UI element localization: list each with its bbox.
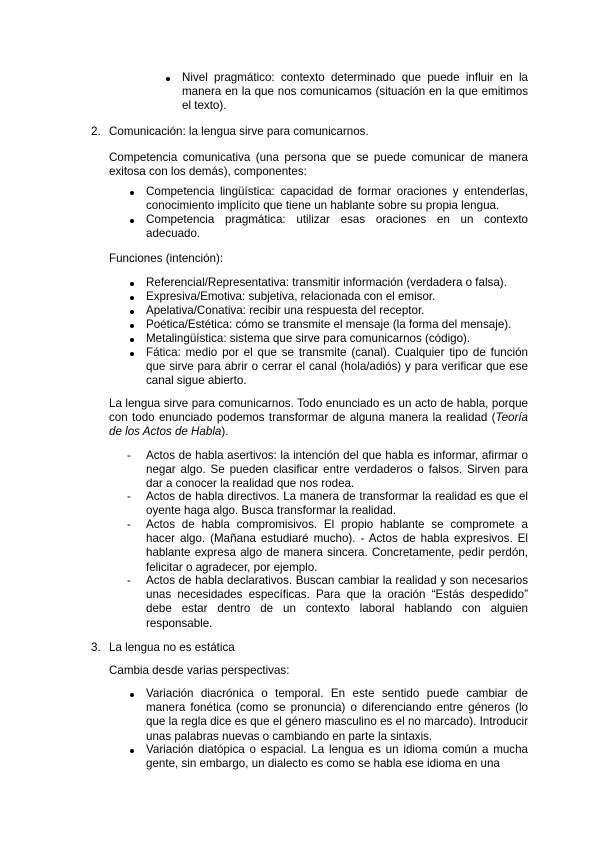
bullet-dot — [130, 338, 134, 342]
dash-marker: - — [127, 518, 131, 531]
actos-habla-end: ). — [221, 425, 229, 439]
dash-marker: - — [127, 574, 131, 587]
funcion-item: Referencial/Representativa: transmitir información (verdadera o falsa). — [146, 276, 507, 289]
bullet-dot — [130, 296, 134, 300]
bullet-dot — [130, 749, 134, 753]
funcion-item: Expresiva/Emotiva: subjetiva, relacionada con el emisor. — [146, 290, 436, 303]
dash-marker: - — [127, 490, 131, 503]
item-2-title: Comunicación: la lengua sirve para comunicarnos. — [109, 125, 369, 138]
funcion-item: Apelativa/Conativa: recibir una respuesta del receptor. — [146, 304, 425, 317]
variacion-item: Variación diatópica o espacial. La lengua es un idioma común a mucha gente, sin embargo, un dialecto es como se habla ese idioma en una — [146, 743, 528, 771]
bullet-dot — [130, 324, 134, 328]
funcion-item: Poética/Estética: cómo se transmite el mensaje (la forma del mensaje). — [146, 318, 512, 331]
bullet-dot — [130, 191, 134, 195]
competencia-item: Competencia pragmática: utilizar esas oraciones en un contexto adecuado. — [146, 213, 528, 241]
acto-item: Actos de habla asertivos: la intención del que habla es informar, afirmar o negar algo. Se pueden clasificar entre verdaderos o falsos. Sirven para dar a conocer la realidad que nos rodea. — [146, 449, 528, 491]
actos-habla-text: La lengua sirve para comunicarnos. Todo enunciado es un acto de habla, porque con todo enunciado podemos transformar de alguna manera la realidad ( — [109, 397, 528, 425]
acto-item: Actos de habla compromisivos. El propio hablante se compromete a hacer algo. (Mañana estudiaré mucho). - Actos de habla expresivos. El hablante expresa algo de manera sincera. Concretamente, pedir perdón, felicitar o agradecer, por ejemplo. — [146, 518, 528, 574]
nivel-pragmatico-bullet: Nivel pragmático: contexto determinado que puede influir en la manera en la que nos comunicamos (situación en la que emitimos el texto). — [182, 71, 528, 113]
bullet-dot — [130, 352, 134, 356]
bullet-dot — [130, 282, 134, 286]
item-2-number: 2. — [91, 125, 101, 138]
actos-habla-paragraph — [109, 397, 528, 440]
teoria-actos-habla: Teoría de los Actos de Habla — [109, 411, 528, 439]
bullet-dot — [130, 310, 134, 314]
funcion-item: Metalingüística: sistema que sirve para comunicarnos (código). — [146, 332, 471, 345]
cambia-intro: Cambia desde varias perspectivas: — [109, 664, 290, 677]
funcion-item: Fática: medio por el que se transmite (canal). Cualquier tipo de función que sirve para abrir o cerrar el canal (hola/adiós) y para verificar que ese canal sigue abierto. — [146, 346, 528, 388]
dash-marker: - — [127, 449, 131, 462]
acto-item: Actos de habla declarativos. Buscan cambiar la realidad y son necesarios unas necesidades específicas. Para que la oración “Estás despedido” debe estar dentro de un contexto laboral hablando con alguien responsable. — [146, 574, 528, 630]
competencia-intro: Competencia comunicativa (una persona que se puede comunicar de manera exitosa con los demás), componentes: — [109, 151, 528, 179]
bullet-dot — [130, 219, 134, 223]
competencia-item: Competencia lingüística: capacidad de formar oraciones y entenderlas, conocimiento implícito que tiene un hablante sobre su propia lengua. — [146, 185, 528, 213]
variacion-item: Variación diacrónica o temporal. En este sentido puede cambiar de manera fonética (como se pronuncia) o diferenciando entre géneros (lo que la regla dice es que el género masculino es el no marcado). Introducir unas palabras nuevas o cambiando en parte la sintaxis. — [146, 687, 528, 743]
acto-item: Actos de habla directivos. La manera de transformar la realidad es que el oyente haga algo. Busca transformar la realidad. — [146, 490, 528, 518]
item-3-number: 3. — [91, 641, 101, 654]
item-3-title: La lengua no es estática — [109, 641, 235, 654]
bullet-dot — [166, 77, 170, 81]
funciones-title: Funciones (intención): — [109, 252, 224, 265]
bullet-dot — [130, 693, 134, 697]
